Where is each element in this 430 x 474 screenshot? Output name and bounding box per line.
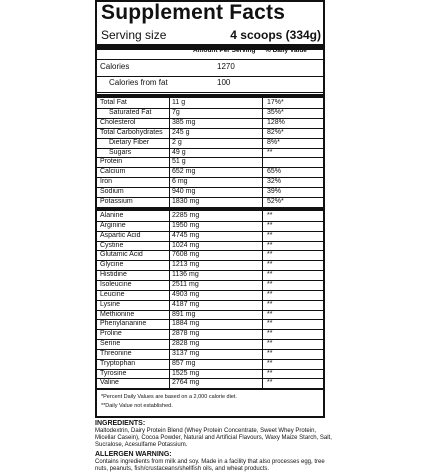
nutrient-row [97, 231, 323, 241]
nutrient-name: Lysine [100, 300, 120, 308]
nutrient-name: Calcium [100, 168, 126, 176]
nutrient-daily-value: ** [267, 231, 273, 239]
nutrient-name: Histidine [100, 271, 127, 279]
nutrient-row [97, 177, 323, 187]
divider [97, 389, 323, 390]
serving-size-label: Serving size [101, 28, 167, 42]
nutrient-name: Cystine [100, 241, 124, 249]
row-divider [97, 76, 323, 77]
nutrient-amount: 1136 mg [172, 271, 199, 279]
nutrient-amount: 940 mg [172, 188, 196, 196]
nutrient-amount: 2 g [172, 138, 182, 146]
nutrient-row [97, 118, 323, 128]
nutrient-amount: 11 g [172, 99, 186, 106]
nutrient-amount: 4903 mg [172, 290, 200, 298]
nutrient-name: Total Fat [100, 99, 127, 106]
nutrient-row [97, 197, 323, 207]
nutrient-name: Serine [100, 340, 121, 348]
nutrient-row [97, 339, 323, 349]
nutrient-row [97, 329, 323, 339]
nutrient-amount: 3137 mg [172, 349, 200, 357]
nutrient-name: Protein [100, 158, 123, 166]
nutrient-amount: 1213 mg [172, 261, 200, 269]
nutrient-name: Glutamic Acid [100, 251, 143, 259]
footnote-not-established: **Daily Value not established. [101, 403, 173, 409]
nutrient-daily-value: 17%* [267, 99, 284, 106]
nutrient-row [97, 128, 323, 138]
divider [97, 59, 323, 60]
nutrient-daily-value: ** [267, 271, 273, 279]
nutrient-row [97, 359, 323, 369]
nutrient-name: Leucine [100, 290, 125, 298]
footnote-daily-values: *Percent Daily Values are based on a 2,000 calorie diet. [101, 394, 237, 400]
nutrient-row [97, 108, 323, 118]
nutrient-daily-value: 82%* [267, 128, 284, 136]
calories-value: 1270 [217, 62, 235, 71]
nutrient-row [97, 148, 323, 158]
column-divider [262, 211, 263, 388]
nutrient-daily-value: ** [267, 241, 273, 249]
nutrient-daily-value: ** [267, 221, 273, 229]
nutrient-row [97, 167, 323, 177]
calories-value: 100 [217, 78, 231, 87]
nutrient-name: Valine [100, 379, 119, 387]
nutrient-name: Sugars [109, 148, 132, 156]
nutrient-amount: 1830 mg [172, 198, 200, 205]
nutrient-amount: 1525 mg [172, 369, 200, 377]
nutrient-amount: 385 mg [172, 118, 196, 126]
nutrient-amount: 652 mg [172, 168, 196, 176]
nutrient-row [97, 310, 323, 320]
serving-size-value: 4 scoops (334g) [230, 28, 321, 42]
ingredients-title: INGREDIENTS: [95, 420, 146, 427]
nutrient-amount: 857 mg [172, 359, 196, 367]
nutrient-daily-value: ** [267, 251, 273, 259]
nutrient-daily-value: ** [267, 300, 273, 308]
nutrient-name: Sodium [100, 188, 124, 196]
nutrient-amount: 1024 mg [172, 241, 200, 249]
nutrient-amount: 51 g [172, 158, 186, 166]
nutrient-name: Proline [100, 330, 122, 338]
column-divider [169, 98, 170, 207]
nutrient-row [97, 260, 323, 270]
nutrient-row [97, 241, 323, 251]
serving-size [101, 28, 323, 44]
nutrient-name: Aspartic Acid [100, 231, 141, 239]
nutrient-row [97, 319, 323, 329]
nutrient-row [97, 290, 323, 300]
nutrient-row [97, 138, 323, 148]
nutrient-amount: 2511 mg [172, 280, 199, 288]
nutrient-row [97, 98, 323, 108]
nutrient-row [97, 378, 323, 388]
nutrient-amount: 2764 mg [172, 379, 200, 387]
nutrient-name: Cholesterol [100, 118, 136, 126]
nutrient-daily-value: ** [267, 349, 273, 357]
nutrient-name: Arginine [100, 221, 126, 229]
nutrient-name: Threonine [100, 349, 132, 357]
nutrient-daily-value: ** [267, 148, 273, 156]
nutrient-name: Glycine [100, 261, 124, 269]
nutrient-row [97, 221, 323, 231]
nutrient-row [97, 250, 323, 260]
nutrient-name: Dietary Fiber [109, 138, 150, 146]
nutrient-daily-value: ** [267, 340, 273, 348]
nutrient-row [97, 280, 323, 290]
nutrient-daily-value: ** [267, 261, 273, 269]
header-daily-value: % Daily Value* [265, 47, 310, 54]
nutrient-daily-value: ** [267, 290, 273, 298]
nutrient-amount: 891 mg [172, 310, 196, 318]
nutrient-row [97, 300, 323, 310]
nutrient-name: Phenylananine [100, 320, 147, 328]
supplement-facts-panel [95, 0, 325, 418]
nutrient-daily-value: 32% [267, 178, 282, 186]
nutrient-daily-value: 39% [267, 188, 282, 196]
nutrient-amount: 2878 mg [172, 330, 200, 338]
column-divider [169, 211, 170, 388]
nutrient-amount: 4187 mg [172, 300, 200, 308]
nutrient-daily-value: ** [267, 310, 273, 318]
nutrient-daily-value: ** [267, 320, 273, 328]
nutrient-row [97, 349, 323, 359]
calories-label: Calories [100, 62, 130, 71]
nutrient-row [97, 211, 323, 221]
nutrient-amount: 1884 mg [172, 320, 200, 328]
column-divider [262, 98, 263, 207]
nutrient-daily-value: ** [267, 379, 273, 387]
nutrient-name: Alanine [100, 212, 124, 219]
nutrient-daily-value: ** [267, 359, 273, 367]
nutrient-row [97, 270, 323, 280]
nutrient-daily-value: 128% [267, 118, 285, 126]
header-amount: Amount Per Serving [193, 47, 256, 54]
nutrient-amount: 7g [172, 108, 180, 116]
nutrient-amount: 245 g [172, 128, 190, 136]
nutrient-name: Total Carbohydrates [100, 128, 163, 136]
ingredients-text: Maltodextrin, Dairy Protein Blend (Whey Protein Concentrate, Sweet Whey Protein, Micellar Casein), Cocoa Powder, Natural and Artificial Flavours, Waxy Maize Starch, Salt, Sucralose, Acesulfame Potassium. [95, 428, 332, 448]
nutrient-name: Tryptophan [100, 359, 136, 367]
nutrient-daily-value: 35%* [267, 108, 284, 116]
nutrient-daily-value: 52%* [267, 198, 284, 205]
nutrient-daily-value: 65% [267, 168, 282, 176]
nutrient-daily-value: ** [267, 212, 273, 219]
nutrient-name: Saturated Fat [109, 108, 152, 116]
calories-label: Calories from fat [109, 78, 168, 87]
nutrient-row [97, 157, 323, 167]
nutrient-daily-value: ** [267, 280, 273, 288]
nutrient-daily-value: ** [267, 369, 273, 377]
allergen-text: Contains ingredients from milk and soy. Made in a facility that also processes egg, tree nuts, peanuts, fish/crustaceans/shellfish oils, and wheat products. [95, 459, 325, 472]
nutrient-name: Iron [100, 178, 113, 186]
row-divider [97, 92, 323, 93]
nutrient-name: Isoleucine [100, 280, 132, 288]
nutrient-amount: 7608 mg [172, 251, 200, 259]
nutrient-amount: 1950 mg [172, 221, 200, 229]
nutrient-amount: 4745 mg [172, 231, 200, 239]
nutrient-daily-value: 8%* [267, 138, 280, 146]
nutrient-row [97, 369, 323, 379]
panel-title: Supplement Facts [101, 1, 286, 24]
nutrient-row [97, 187, 323, 197]
allergen-title: ALLERGEN WARNING: [95, 451, 172, 458]
nutrient-amount: 6 mg [172, 178, 188, 186]
nutrient-name: Potassium [100, 198, 133, 205]
nutrient-daily-value: ** [267, 330, 273, 338]
nutrient-amount: 49 g [172, 148, 186, 156]
nutrient-amount: 2828 mg [172, 340, 200, 348]
nutrient-name: Tyrosine [100, 369, 127, 377]
nutrient-name: Methionine [100, 310, 135, 318]
nutrient-amount: 2285 mg [172, 212, 200, 219]
